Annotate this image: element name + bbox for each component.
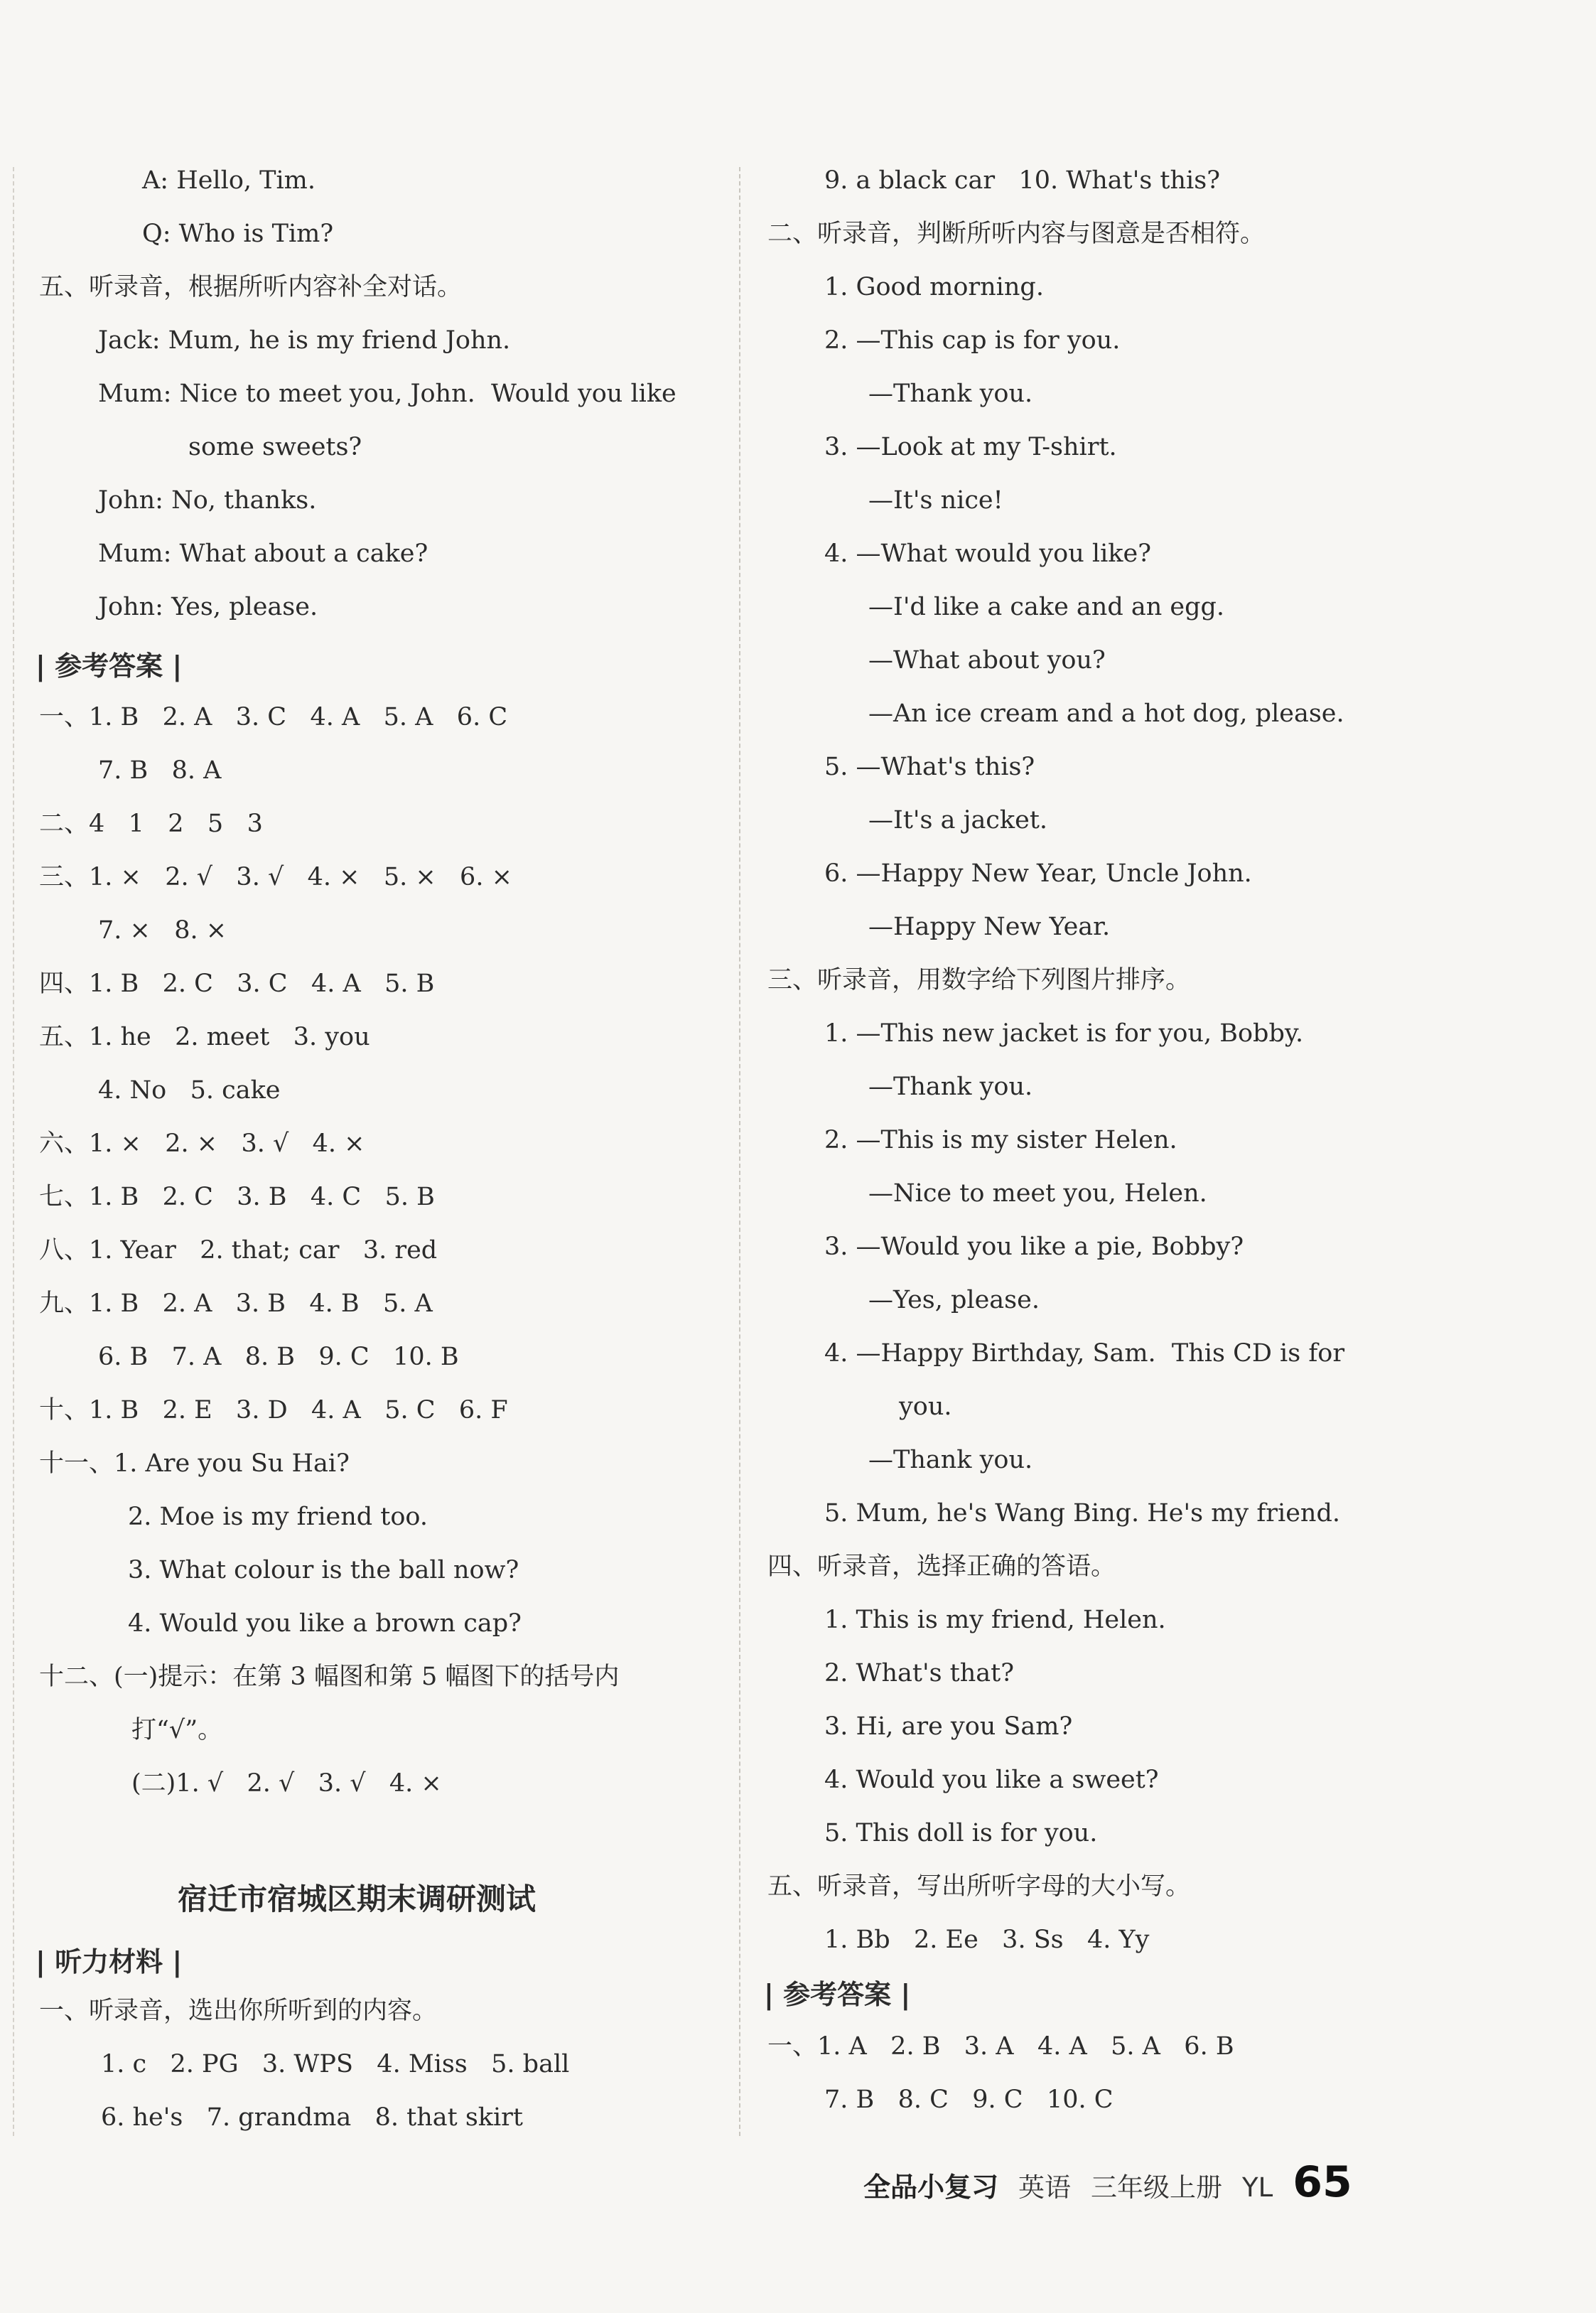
answer-row: 十一、1. Are you Su Hai?	[39, 1449, 350, 1478]
section-heading: 四、听录音，选择正确的答语。	[767, 1552, 1116, 1581]
listening-item: 5. —What's this?	[824, 753, 1035, 781]
listening-item: 3. —Would you like a pie, Bobby?	[824, 1233, 1244, 1261]
footer-subject: 英语	[1018, 2172, 1072, 2203]
dialogue-question: Q: Who is Tim?	[142, 220, 334, 248]
dialogue-line: some sweets?	[188, 433, 362, 461]
answer-row: (二)1. √ 2. √ 3. √ 4. ×	[131, 1769, 442, 1798]
test-title: 宿迁市宿城区期末调研测试	[178, 1882, 537, 1916]
section-heading: 五、听录音，根据所听内容补全对话。	[39, 273, 463, 301]
listening-item: 6. he's 7. grandma 8. that skirt	[101, 2103, 523, 2132]
dialogue-line: Mum: What about a cake?	[98, 540, 428, 568]
left-margin-rule	[13, 167, 14, 2136]
listening-item: —Thank you.	[868, 380, 1033, 408]
answer-row: 五、1. he 2. meet 3. you	[39, 1023, 370, 1051]
answer-row: 八、1. Year 2. that; car 3. red	[39, 1236, 438, 1265]
page-number: 65	[1293, 2157, 1352, 2207]
answer-row: 7. × 8. ×	[98, 916, 227, 945]
dialogue-line: Jack: Mum, he is my friend John.	[98, 326, 511, 355]
answer-row: 3. What colour is the ball now?	[128, 1556, 519, 1584]
dialogue-line: A: Hello, Tim.	[142, 166, 316, 195]
listening-item: 2. What's that?	[824, 1659, 1014, 1687]
listening-item: —Nice to meet you, Helen.	[868, 1179, 1207, 1208]
listening-item: —It's a jacket.	[868, 806, 1048, 834]
listening-item: 4. —What would you like?	[824, 540, 1151, 568]
section-heading: 二、听录音，判断所听内容与图意是否相符。	[767, 220, 1266, 248]
listening-item: 2. —This cap is for you.	[824, 326, 1121, 355]
listening-item: —Thank you.	[868, 1073, 1033, 1101]
listening-item: 1. —This new jacket is for you, Bobby.	[824, 1019, 1304, 1048]
listening-item: —Happy New Year.	[868, 913, 1111, 941]
listening-item: 4. —Happy Birthday, Sam. This CD is for	[824, 1339, 1345, 1368]
dialogue-line: John: No, thanks.	[98, 486, 317, 515]
listening-item: 4. Would you like a sweet?	[824, 1766, 1159, 1794]
section-heading: 一、听录音，选出你所听到的内容。	[39, 1997, 438, 2025]
listening-item: 2. —This is my sister Helen.	[824, 1126, 1177, 1154]
listening-item: 5. This doll is for you.	[824, 1819, 1098, 1847]
listening-item: 1. This is my friend, Helen.	[824, 1606, 1166, 1634]
answer-row: 4. No 5. cake	[98, 1076, 281, 1105]
answer-row: 九、1. B 2. A 3. B 4. B 5. A	[39, 1289, 433, 1318]
answer-row: 打“√”。	[131, 1716, 223, 1744]
listening-item: 3. Hi, are you Sam?	[824, 1712, 1073, 1741]
answer-row: 7. B 8. A	[98, 756, 222, 785]
section-heading: 五、听录音，写出所听字母的大小写。	[767, 1872, 1191, 1901]
listening-item: you.	[899, 1392, 952, 1421]
footer-edition: YL	[1242, 2172, 1273, 2203]
listening-item: 9. a black car 10. What's this?	[824, 166, 1220, 195]
listening-material-tag: | 听力材料 |	[36, 1946, 183, 1977]
footer-brand: 全品小复习	[863, 2172, 999, 2203]
answer-row: 二、4 1 2 5 3	[39, 810, 263, 838]
listening-item: 1. c 2. PG 3. WPS 4. Miss 5. ball	[101, 2050, 570, 2078]
answer-row: 三、1. × 2. √ 3. √ 4. × 5. × 6. ×	[39, 863, 512, 891]
listening-item: —Thank you.	[868, 1446, 1033, 1474]
answer-row: 一、1. B 2. A 3. C 4. A 5. A 6. C	[39, 703, 508, 731]
answer-row: 四、1. B 2. C 3. C 4. A 5. B	[39, 970, 435, 998]
answer-row: 七、1. B 2. C 3. B 4. C 5. B	[39, 1183, 435, 1211]
answer-row: 7. B 8. C 9. C 10. C	[824, 2086, 1114, 2114]
answer-row: 一、1. A 2. B 3. A 4. A 5. A 6. B	[767, 2032, 1234, 2061]
listening-item: 6. —Happy New Year, Uncle John.	[824, 859, 1252, 888]
listening-item: —It's nice!	[868, 486, 1003, 515]
section-heading: 三、听录音，用数字给下列图片排序。	[767, 966, 1191, 994]
listening-item: 5. Mum, he's Wang Bing. He's my friend.	[824, 1499, 1340, 1528]
answer-row: 十、1. B 2. E 3. D 4. A 5. C 6. F	[39, 1396, 508, 1424]
footer-grade: 三年级上册	[1091, 2172, 1223, 2203]
listening-item: 1. Good morning.	[824, 273, 1044, 301]
answer-row: 4. Would you like a brown cap?	[128, 1609, 522, 1638]
answer-row: 六、1. × 2. × 3. √ 4. ×	[39, 1129, 365, 1158]
listening-item: —I'd like a cake and an egg.	[868, 593, 1225, 621]
answer-row: 十二、(一)提示：在第 3 幅图和第 5 幅图下的括号内	[39, 1663, 620, 1691]
answer-row: 2. Moe is my friend too.	[128, 1503, 428, 1531]
answer-key-tag: | 参考答案 |	[36, 650, 183, 682]
answer-key-tag: | 参考答案 |	[764, 1979, 911, 2010]
answer-row: 6. B 7. A 8. B 9. C 10. B	[98, 1343, 459, 1371]
listening-item: —An ice cream and a hot dog, please.	[868, 699, 1344, 728]
dialogue-line: Mum: Nice to meet you, John. Would you like	[98, 380, 676, 408]
listening-item: 3. —Look at my T-shirt.	[824, 433, 1117, 461]
listening-item: —Yes, please.	[868, 1286, 1040, 1314]
listening-item: 1. Bb 2. Ee 3. Ss 4. Yy	[824, 1926, 1150, 1954]
page-footer	[863, 2157, 1352, 2214]
column-divider	[739, 167, 740, 2136]
dialogue-line: John: Yes, please.	[98, 593, 318, 621]
listening-item: —What about you?	[868, 646, 1106, 675]
